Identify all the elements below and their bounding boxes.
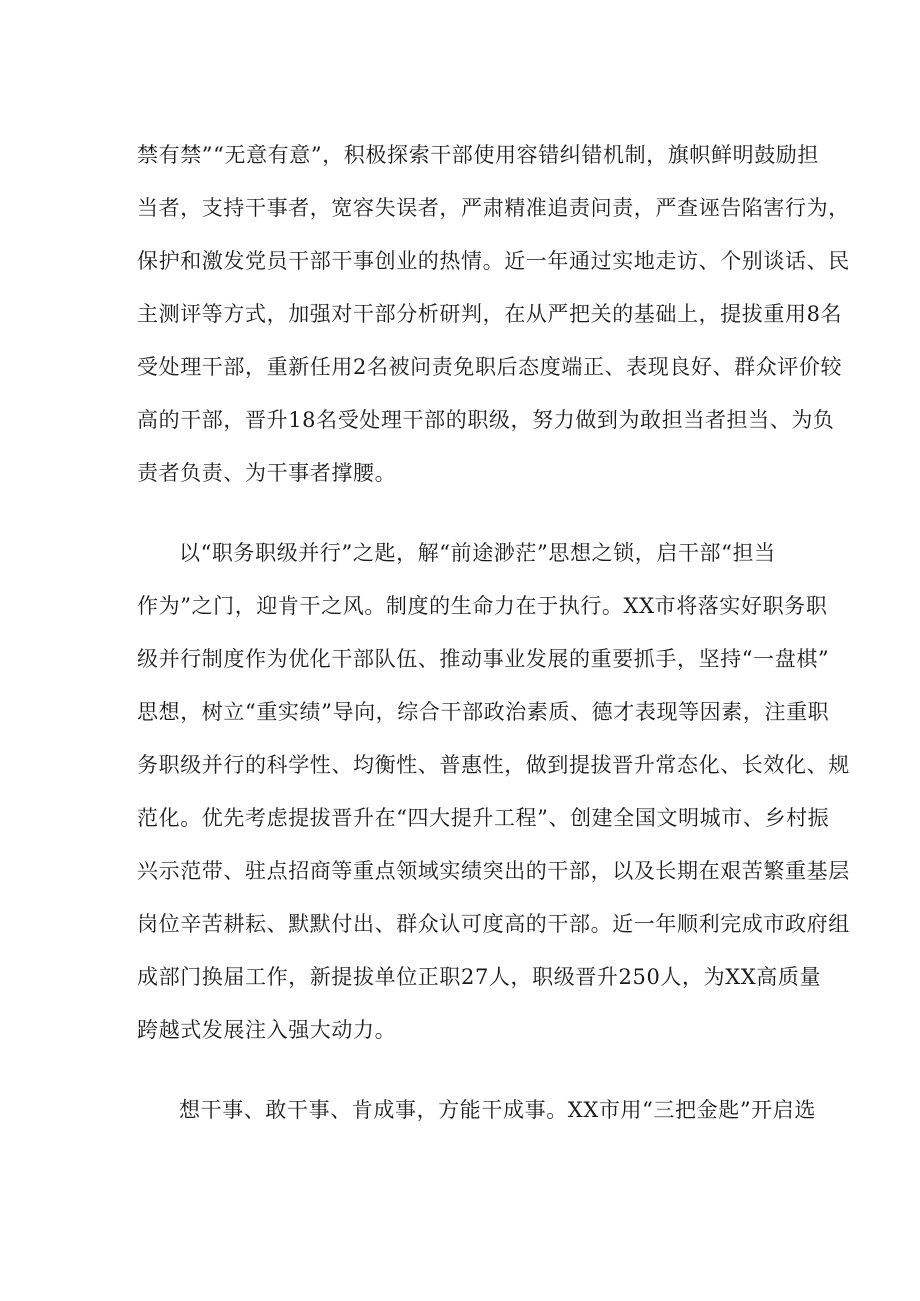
paragraph-1-line-2: 当者，支持干事者，宽容失误者，严肃精准追责问责，严查诬告陷害行为，	[137, 196, 850, 220]
paragraph-1-line-7: 责者负责、为干事者撑腰。	[137, 461, 397, 485]
paragraph-1-line-4: 主测评等方式，加强对干部分析研判，在从严把关的基础上，提拔重用8名	[137, 302, 843, 326]
paragraph-2-line-5: 务职级并行的科学性、均衡性、普惠性，做到提拔晋升常态化、长效化、规	[137, 753, 850, 777]
paragraph-3-line-1: 想干事、敢干事、肯成事，方能干成事。XX市用“三把金匙”开启选	[179, 1098, 816, 1122]
paragraph-2-line-2: 作为”之门，迎肯干之风。制度的生命力在于执行。XX市将落实好职务职	[137, 594, 828, 618]
paragraph-2-line-7: 兴示范带、驻点招商等重点领域实绩突出的干部，以及长期在艰苦繁重基层	[137, 859, 850, 883]
paragraph-2-line-3: 级并行制度作为优化干部队伍、推动事业发展的重要抓手，坚持“一盘棋”	[137, 647, 830, 671]
paragraph-1-line-1: 禁有禁”“无意有意”，积极探索干部使用容错纠错机制，旗帜鲜明鼓励担	[137, 143, 820, 167]
paragraph-1-line-6: 高的干部，晋升18名受处理干部的职级，努力做到为敢担当者担当、为负	[137, 408, 835, 432]
paragraph-2-line-8: 岗位辛苦耕耘、默默付出、群众认可度高的干部。近一年顺利完成市政府组	[137, 912, 850, 936]
paragraph-2-line-1: 以“职务职级并行”之匙，解“前途渺茫”思想之锁，启干部“担当	[179, 541, 776, 565]
paragraph-1-line-5: 受处理干部，重新任用2名被问责免职后态度端正、表现良好、群众评价较	[137, 355, 843, 379]
paragraph-2-line-10: 跨越式发展注入强大动力。	[137, 1018, 397, 1042]
paragraph-2-line-6: 范化。优先考虑提拔晋升在“四大提升工程”、创建全国文明城市、乡村振	[137, 806, 830, 830]
paragraph-2-line-4: 思想，树立“重实绩”导向，综合干部政治素质、德才表现等因素，注重职	[137, 700, 830, 724]
paragraph-2-line-9: 成部门换届工作，新提拔单位正职27人，职级晋升250人，为XX高质量	[137, 965, 822, 989]
paragraph-1-line-3: 保护和激发党员干部干事创业的热情。近一年通过实地走访、个别谈话、民	[137, 249, 850, 273]
